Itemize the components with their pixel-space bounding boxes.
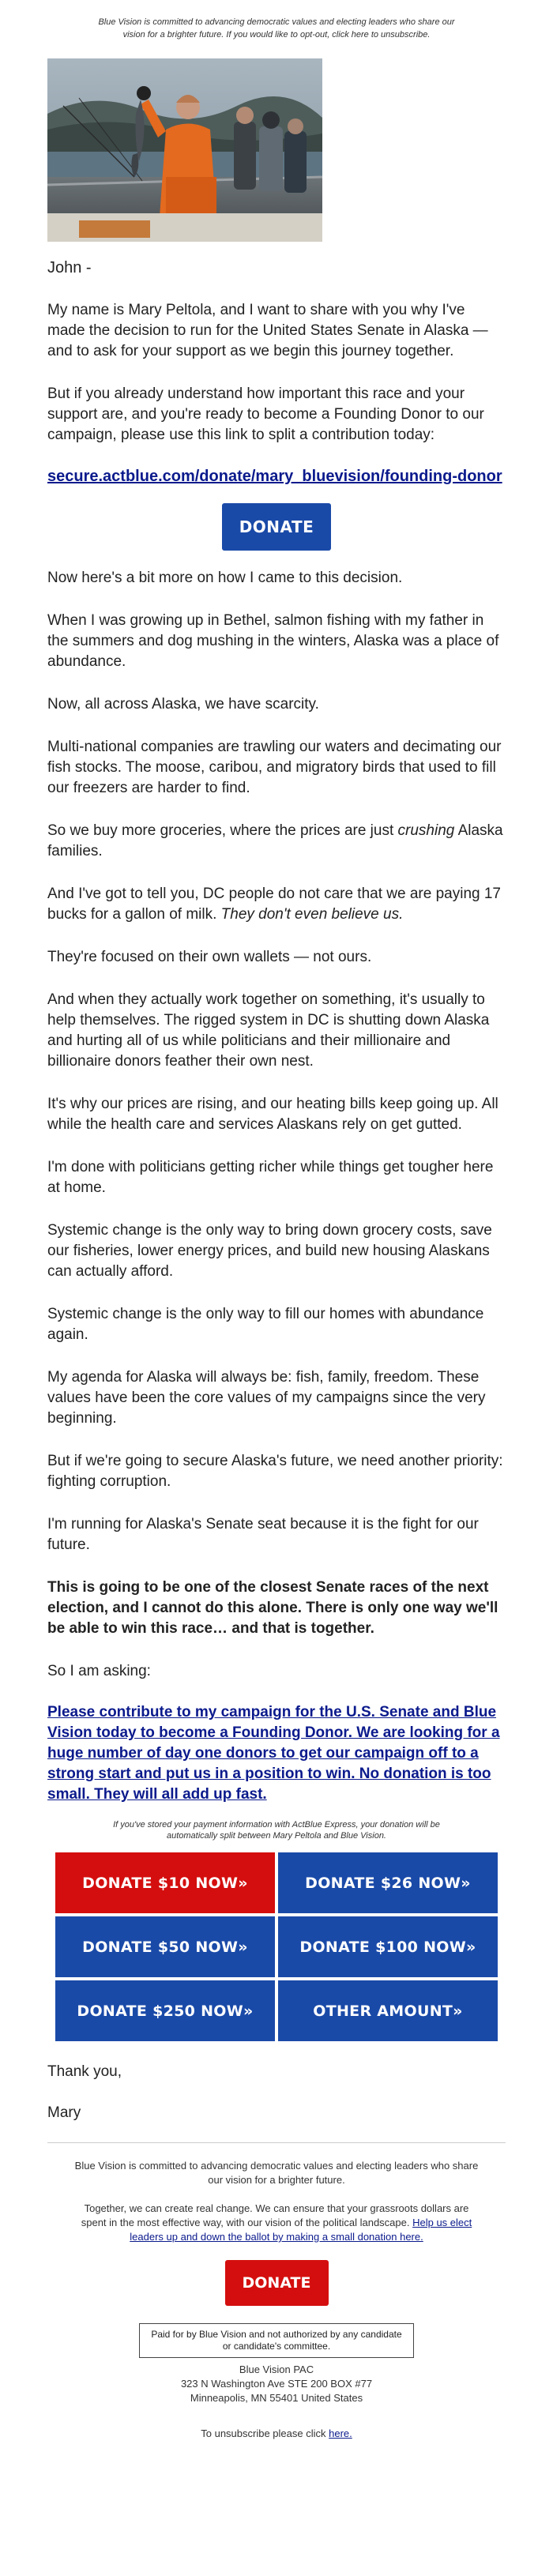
footer-mission: Blue Vision is committed to advancing democratic values and electing leaders who share our vision for a brighter future. xyxy=(74,2160,479,2186)
paragraph-closest-race: This is going to be one of the closest Senate races of the next election, and I cannot do this alone. There is only one way we'll be able to win this race… and that is together. xyxy=(47,1579,498,1637)
footer-divider xyxy=(47,2142,506,2143)
greeting: John - xyxy=(47,259,92,276)
paragraph-agenda: My agenda for Alaska will always be: fish, family, freedom. These values have been the core values of my campaigns since the very beginning. xyxy=(47,1369,486,1427)
paragraph-bethel: When I was growing up in Bethel, salmon fishing with my father in the summers and dog mushing in the winters, Alaska was a place of abundance. xyxy=(47,612,499,670)
paragraph-scarcity: Now, all across Alaska, we have scarcity. xyxy=(47,696,319,713)
unsubscribe-link[interactable]: here. xyxy=(329,2427,352,2439)
paragraph-systemic-1: Systemic change is the only way to bring down grocery costs, save our fisheries, lower energy prices, and build new housing Alaskans can actually afford. xyxy=(47,1222,492,1280)
address-line-2: Minneapolis, MN 55401 United States xyxy=(190,2392,363,2404)
paragraph-systemic-2: Systemic change is the only way to fill our homes with abundance again. xyxy=(47,1306,484,1343)
donate-26-button[interactable]: DONATE $26 NOW» xyxy=(278,1852,498,1913)
paragraph-asking: So I am asking: xyxy=(47,1663,151,1679)
preheader-text[interactable]: Blue Vision is committed to advancing democratic values and electing leaders who share our vision for a brighter future. If you would like to opt-out, click here to unsubscribe. xyxy=(98,17,455,39)
paragraph-intro: My name is Mary Peltola, and I want to share with you why I've made the decision to run for the United States Senate in Alaska — and to ask for your support as we begin this journey together. xyxy=(47,302,488,359)
paragraph-corruption: But if we're going to secure Alaska's future, we need another priority: fighting corruption. xyxy=(47,1453,503,1490)
paid-for-disclaimer: Paid for by Blue Vision and not authorized by any candidate or candidate's committee. xyxy=(139,2323,414,2358)
other-amount-button[interactable]: OTHER AMOUNT» xyxy=(278,1980,498,2041)
footer-donate-link[interactable]: Help us elect leaders up and down the ballot by making a small donation here. xyxy=(130,2217,472,2243)
unsubscribe-text: To unsubscribe please click here. xyxy=(201,2427,352,2439)
paragraph-prices: It's why our prices are rising, and our heating bills keep going up. All while the health care and services Alaskans rely on get gutted. xyxy=(47,1096,498,1133)
donate-250-button[interactable]: DONATE $250 NOW» xyxy=(55,1980,275,2041)
fishing-photo-illustration xyxy=(47,58,322,242)
mailing-address xyxy=(0,2363,553,2405)
signoff-name: Mary xyxy=(47,2104,81,2121)
donate-50-button[interactable]: DONATE $50 NOW» xyxy=(55,1916,275,1977)
paragraph-decision: Now here's a bit more on how I came to this decision. xyxy=(47,570,403,586)
background-people xyxy=(234,107,307,193)
donate-10-button[interactable]: DONATE $10 NOW» xyxy=(55,1852,275,1913)
founding-donor-cta-link[interactable]: Please contribute to my campaign for the U.S. Senate and Blue Vision today to become a Founding Donor. We are looking for a huge number of day one donors to get our campaign off to a strong start and put us in a position to win. No donation is too small. They will all add up fast. xyxy=(47,1704,500,1803)
donate-button-footer[interactable]: DONATE xyxy=(225,2260,329,2306)
paragraph-done: I'm done with politicians getting richer while things get tougher here at home. xyxy=(47,1159,494,1196)
actblue-express-note: If you've stored your payment information with ActBlue Express, your donation will be automatically split between Mary Peltola and Blue Vision. xyxy=(113,1820,440,1841)
paragraph-fish-stocks: Multi-national companies are trawling our waters and decimating our fish stocks. The moose, caribou, and migratory birds that used to fill our freezers are harder to find. xyxy=(47,739,502,796)
signoff-thanks: Thank you, xyxy=(47,2063,122,2080)
paragraph-running: I'm running for Alaska's Senate seat because it is the fight for our future. xyxy=(47,1516,479,1553)
hero-photo xyxy=(47,58,322,242)
donate-button-top[interactable]: DONATE xyxy=(222,503,332,551)
donate-amount-grid xyxy=(55,1852,498,2041)
donate-100-button[interactable]: DONATE $100 NOW» xyxy=(278,1916,498,1977)
paragraph-founding-donor: But if you already understand how important this race and your support are, and you're ready to become a Founding Donor to our campaign, please use this link to split a contribution today: xyxy=(47,385,484,443)
paragraph-groceries: So we buy more groceries, where the prices are just crushing Alaska families. xyxy=(47,822,503,859)
org-name: Blue Vision PAC xyxy=(239,2364,314,2375)
paragraph-rigged-system: And when they actually work together on something, it's usually to help themselves. The rigged system in DC is shutting down Alaska and hurting all of us while politicians and their millionaire and billionaire donors feather their own nest. xyxy=(47,991,490,1070)
paragraph-milk: And I've got to tell you, DC people do not care that we are paying 17 bucks for a gallon of milk. They don't even believe us. xyxy=(47,886,501,923)
actblue-link[interactable]: secure.actblue.com/donate/mary_bluevision/founding-donor xyxy=(47,468,502,485)
footer-together: Together, we can create real change. We can ensure that your grassroots dollars are spent in the most effective way, with our vision of the political landscape. Help us elect leaders up and down the ballot by making a small donation here. xyxy=(81,2202,472,2243)
paragraph-wallets: They're focused on their own wallets — not ours. xyxy=(47,949,372,965)
address-line-1: 323 N Washington Ave STE 200 BOX #77 xyxy=(180,2378,373,2390)
